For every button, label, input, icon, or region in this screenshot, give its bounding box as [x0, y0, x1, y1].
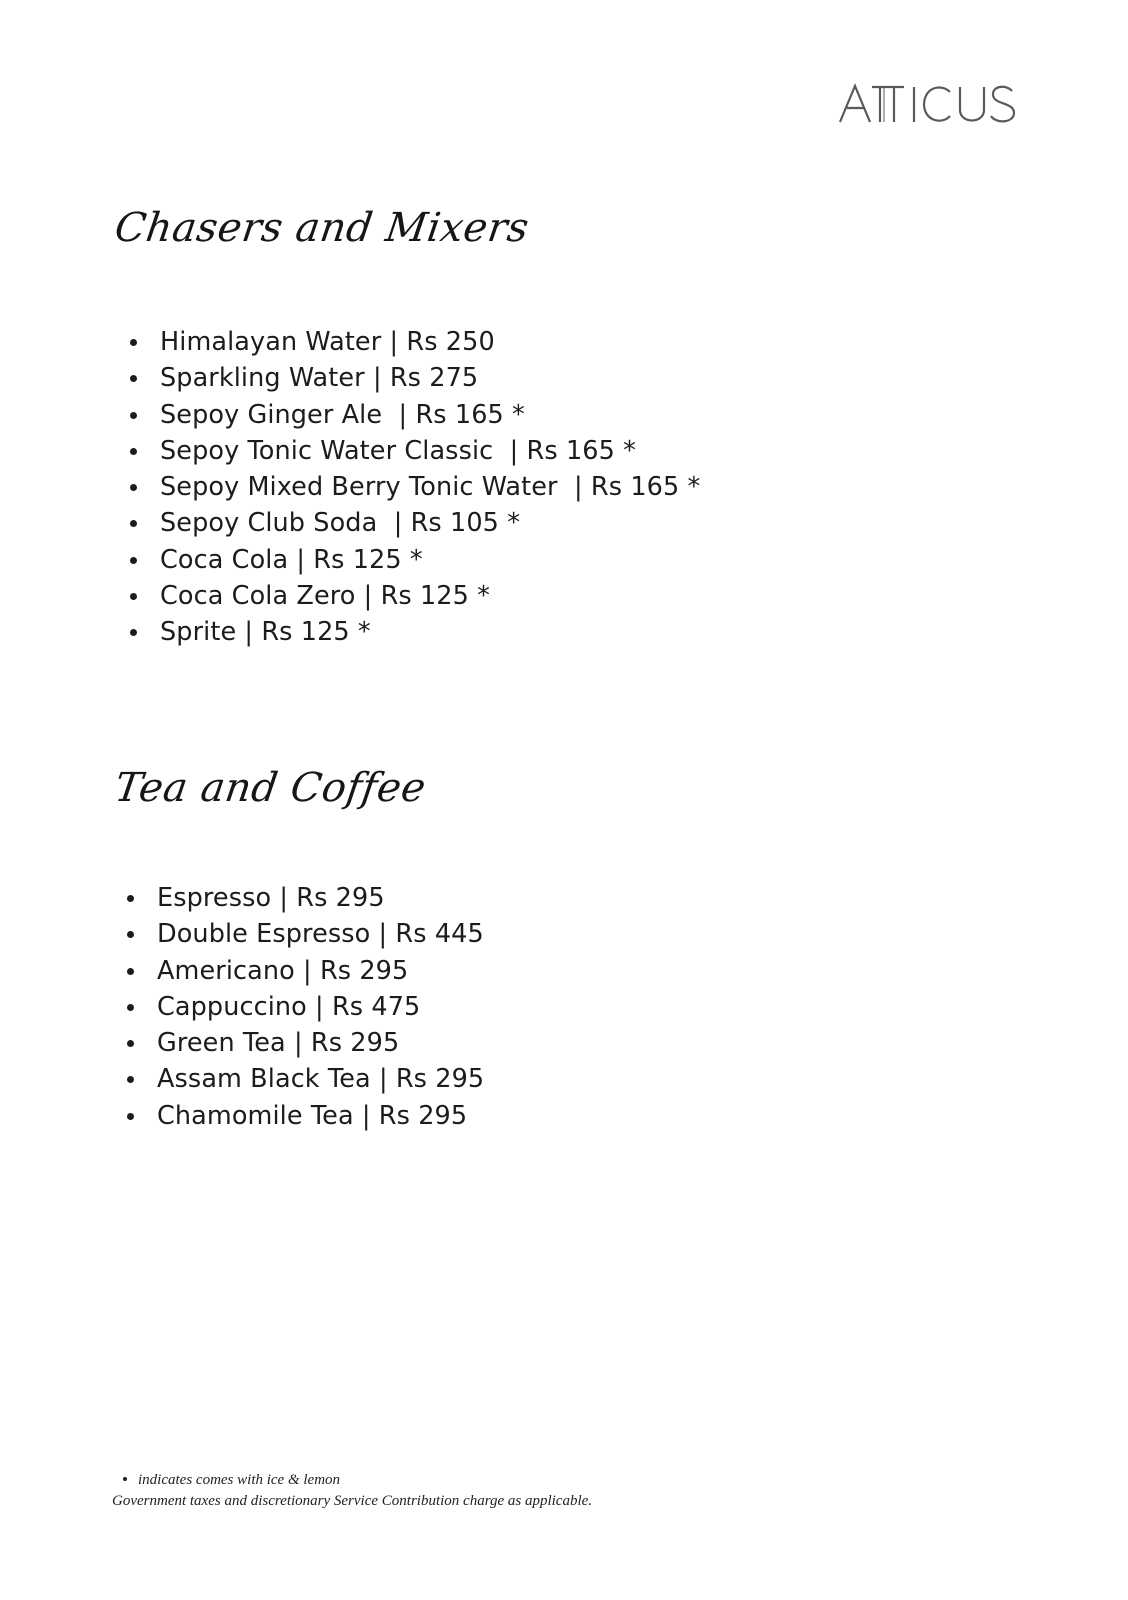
bullet-icon [123, 1477, 127, 1481]
menu-item: Double Espresso | Rs 445 [127, 916, 484, 952]
menu-item: Assam Black Tea | Rs 295 [127, 1061, 484, 1097]
menu-item: Espresso | Rs 295 [127, 880, 484, 916]
menu-item: Sepoy Mixed Berry Tonic Water | Rs 165 * [130, 469, 700, 505]
menu-item: Sepoy Ginger Ale | Rs 165 * [130, 397, 700, 433]
menu-item: Sparkling Water | Rs 275 [130, 360, 700, 396]
section-title-tea-and-coffee: Tea and Coffee [112, 765, 429, 811]
menu-item: Chamomile Tea | Rs 295 [127, 1098, 484, 1134]
footnote-taxes: Government taxes and discretionary Service Contribution charge as applicable. [112, 1493, 593, 1509]
footnote-ice-lemon [123, 1472, 340, 1489]
menu-item: Coca Cola | Rs 125 * [130, 542, 700, 578]
menu-item: Americano | Rs 295 [127, 953, 484, 989]
menu-list-chasers-and-mixers [130, 324, 700, 651]
menu-item: Green Tea | Rs 295 [127, 1025, 484, 1061]
menu-item: Himalayan Water | Rs 250 [130, 324, 700, 360]
footnote-ice-text: indicates comes with ice & lemon [138, 1472, 341, 1488]
menu-list-tea-and-coffee [127, 880, 484, 1134]
menu-item: Sepoy Club Soda | Rs 105 * [130, 505, 700, 541]
menu-item: Sprite | Rs 125 * [130, 614, 700, 650]
menu-item: Cappuccino | Rs 475 [127, 989, 484, 1025]
menu-item: Sepoy Tonic Water Classic | Rs 165 * [130, 433, 700, 469]
section-title-chasers-and-mixers: Chasers and Mixers [112, 205, 532, 251]
menu-item: Coca Cola Zero | Rs 125 * [130, 578, 700, 614]
atticus-logo [838, 78, 1058, 134]
